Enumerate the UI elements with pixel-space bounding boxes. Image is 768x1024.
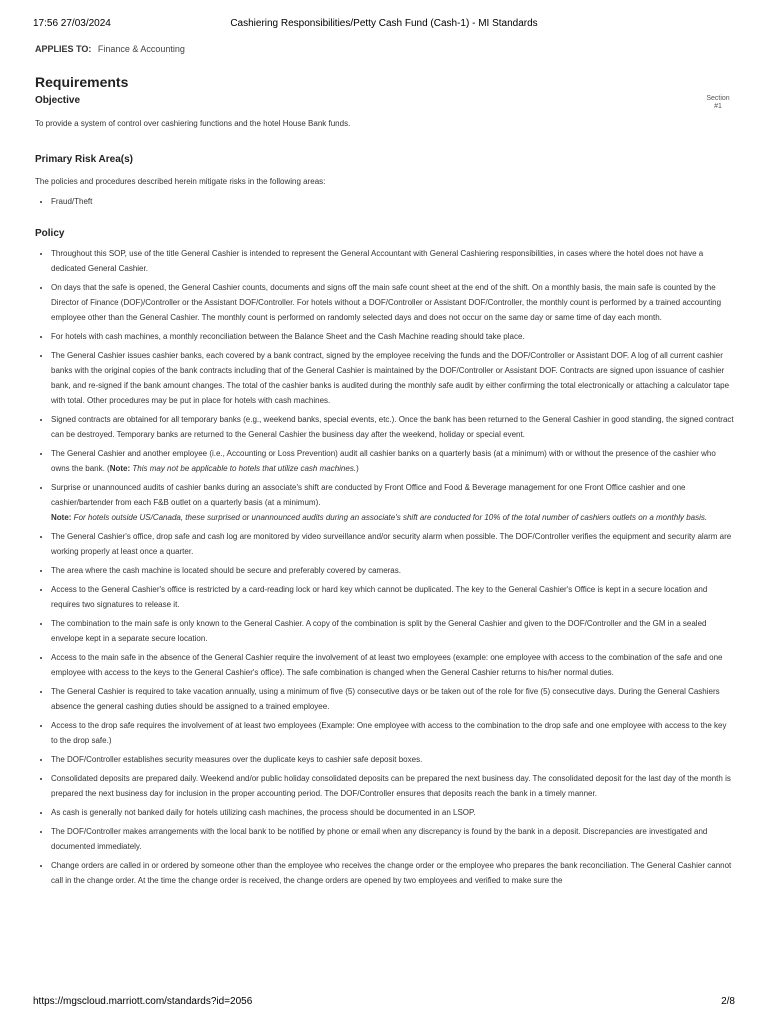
objective-text: To provide a system of control over cashiering functions and the hotel House Bank funds. [35,119,351,128]
audit-close: ) [356,464,359,473]
policy-item-cash-machine-area: • The area where the cash machine is located should be secure and preferably covered by cameras. [51,563,735,578]
policy-item-vacation: • The General Cashier is required to take vacation annually, using a minimum of five (5) consecutive days or be taken out of the role for five (5) consecutive days. During the General Cashiers absence the general cashing duties should be assigned to a trained employee. [51,684,735,714]
policy-item-quarterly-audit [51,446,735,476]
policy-item-cashier-banks: • The General Cashier issues cashier banks, each covered by a bank contract, signed by the employee receiving the funds and the DOF/Controller or Assistant DOF. A log of all current cashier banks with the original copies of the bank contracts including that of the General Cashier is maintained by the DOF/Controller or Assistant DOF. Contracts are signed upon issuance of cashier bank, and re-signed if the bank amount changes. The total of the cashier banks is audited during the monthly safe audit by either confirming the total electronically or attaching a calculator tape with total. Other procedures may be put in place for hotels with cash machines. [51,348,735,408]
objective-heading: Objective [35,95,81,106]
page-number: 2/8 [721,996,735,1007]
policy-item-safe-combination: • The combination to the main safe is only known to the General Cashier. A copy of the combination is split by the General Cashier and given to the DOF/Controller and the GM in a sealed envelope kept in a separate secure location. [51,616,735,646]
page-url: https://mgscloud.marriott.com/standards?id=2056 [33,996,253,1007]
audit-text: The General Cashier and another employee (i.e., Accounting or Loss Prevention) audit all cashier banks on a quarterly basis (at a minimum) with or without the presence of the cashier who owns the bank. ( [51,449,716,473]
risk-list [35,196,735,207]
surprise-note-label: Note: [51,513,72,522]
applies-to-value: Finance & Accounting [97,44,185,54]
section-ref-label: Section [706,95,730,102]
policy-item-surprise-audits [51,480,735,525]
policy-item-surveillance: • The General Cashier's office, drop safe and cash log are monitored by video surveillance and/or security alarm when possible. The DOF/Controller verifies the equipment and security alarm are working properly at least once a quarter. [51,529,735,559]
policy-item-safe-access-absence: • Access to the main safe in the absence of the General Cashier require the involvement of at least two employees (example: one employee with access to the combination of the safe and one employee with access to the keys to the General Cashier's office). The safe combination is changed when the General Cashier returns to his/her normal duties. [51,650,735,680]
surprise-text: Surprise or unannounced audits of cashier banks during an associate's shift are conducted by Front Office and Food & Beverage management for one Front Office cashier and one cashier/bartender from each F&B outlet on a quarterly basis (at a minimum). [51,483,686,507]
policy-item-change-orders: • Change orders are called in or ordered by someone other than the employee who receives the change order or the employee who prepares the bank reconciliation. The General Cashier cannot call in the change order. At the time the change order is received, the change orders are opened by two employees and verified to make sure the [51,858,735,888]
print-footer [33,996,735,1010]
print-doc-title: Cashiering Responsibilities/Petty Cash Fund (Cash-1) - MI Standards [230,18,538,29]
section-ref-number: #1 [714,103,722,110]
risk-intro: The policies and procedures described herein mitigate risks in the following areas: [35,177,326,186]
document-content [35,44,735,892]
policy-list [35,246,735,888]
risk-item: • Fraud/Theft [51,196,735,207]
policy-item-temporary-banks: • Signed contracts are obtained for all temporary banks (e.g., weekend banks, special events, etc.). Once the bank has been returned to the General Cashier in good standing, the signed contract can be destroyed. Temporary banks are returned to the General Cashier the business day after the weekend, holiday or special event. [51,412,735,442]
audit-note-text: This may not be applicable to hotels that utilize cash machines. [130,464,357,473]
applies-to [35,44,735,54]
policy-heading: Policy [35,228,65,239]
policy-item-bank-discrepancy: • The DOF/Controller makes arrangements with the local bank to be notified by phone or email when any discrepancy is found by the bank in a deposit. Discrepancies are investigated and documented immediately. [51,824,735,854]
requirements-heading: Requirements [35,74,129,90]
policy-item-duplicate-keys: • The DOF/Controller establishes security measures over the duplicate keys to cashier safe deposit boxes. [51,752,735,767]
surprise-note-text: For hotels outside US/Canada, these surprised or unannounced audits during an associate's shift are conducted for 10% of the total number of cashiers outlets on a monthly basis. [71,513,708,522]
policy-item-safe-count: • On days that the safe is opened, the General Cashier counts, documents and signs off the main safe count sheet at the end of the shift. On a monthly basis, the main safe is counted by the Director of Finance (DOF)/Controller or the Assistant DOF/Controller. For hotels without a DOF/Controller or Assistant DOF/Controller, the monthly count is performed by a trained accounting employee other than the General Cashier. The monthly count is performed on randomly selected days and does not occur on the same day or same time of day each month. [51,280,735,325]
audit-note-label: Note: [109,464,131,473]
policy-item-drop-safe: • Access to the drop safe requires the involvement of at least two employees (Example: One employee with access to the combination to the drop safe and one employee with access to the key to the drop safe.) [51,718,735,748]
policy-item-cash-machine-recon: • For hotels with cash machines, a monthly reconciliation between the Balance Sheet and the Cash Machine reading should take place. [51,329,735,344]
policy-item-office-access: • Access to the General Cashier's office is restricted by a card-reading lock or hard key which cannot be duplicated. The key to the General Cashier's Office is kept in a secure location and requires two signatures to release it. [51,582,735,612]
print-header [33,18,735,32]
section-reference [698,95,738,111]
policy-item-lsop: • As cash is generally not banked daily for hotels utilizing cash machines, the process should be documented in an LSOP. [51,805,735,820]
applies-to-label: APPLIES TO: [35,44,92,54]
surprise-note [51,510,735,525]
print-datetime: 17:56 27/03/2024 [33,18,111,29]
policy-item-general-cashier-title: • Throughout this SOP, use of the title General Cashier is intended to represent the General Accountant with General Cashiering responsibilities, in cases where the hotel does not have a dedicated General Cashier. [51,246,735,276]
risk-heading: Primary Risk Area(s) [35,154,134,165]
policy-item-consolidated-deposits: • Consolidated deposits are prepared daily. Weekend and/or public holiday consolidated deposits can be prepared the next business day. The consolidated deposit for the last day of the month is prepared the next business day for inclusion in the proper accounting period. The DOF/Controller ensures that deposits reach the bank in a timely manner. [51,771,735,801]
